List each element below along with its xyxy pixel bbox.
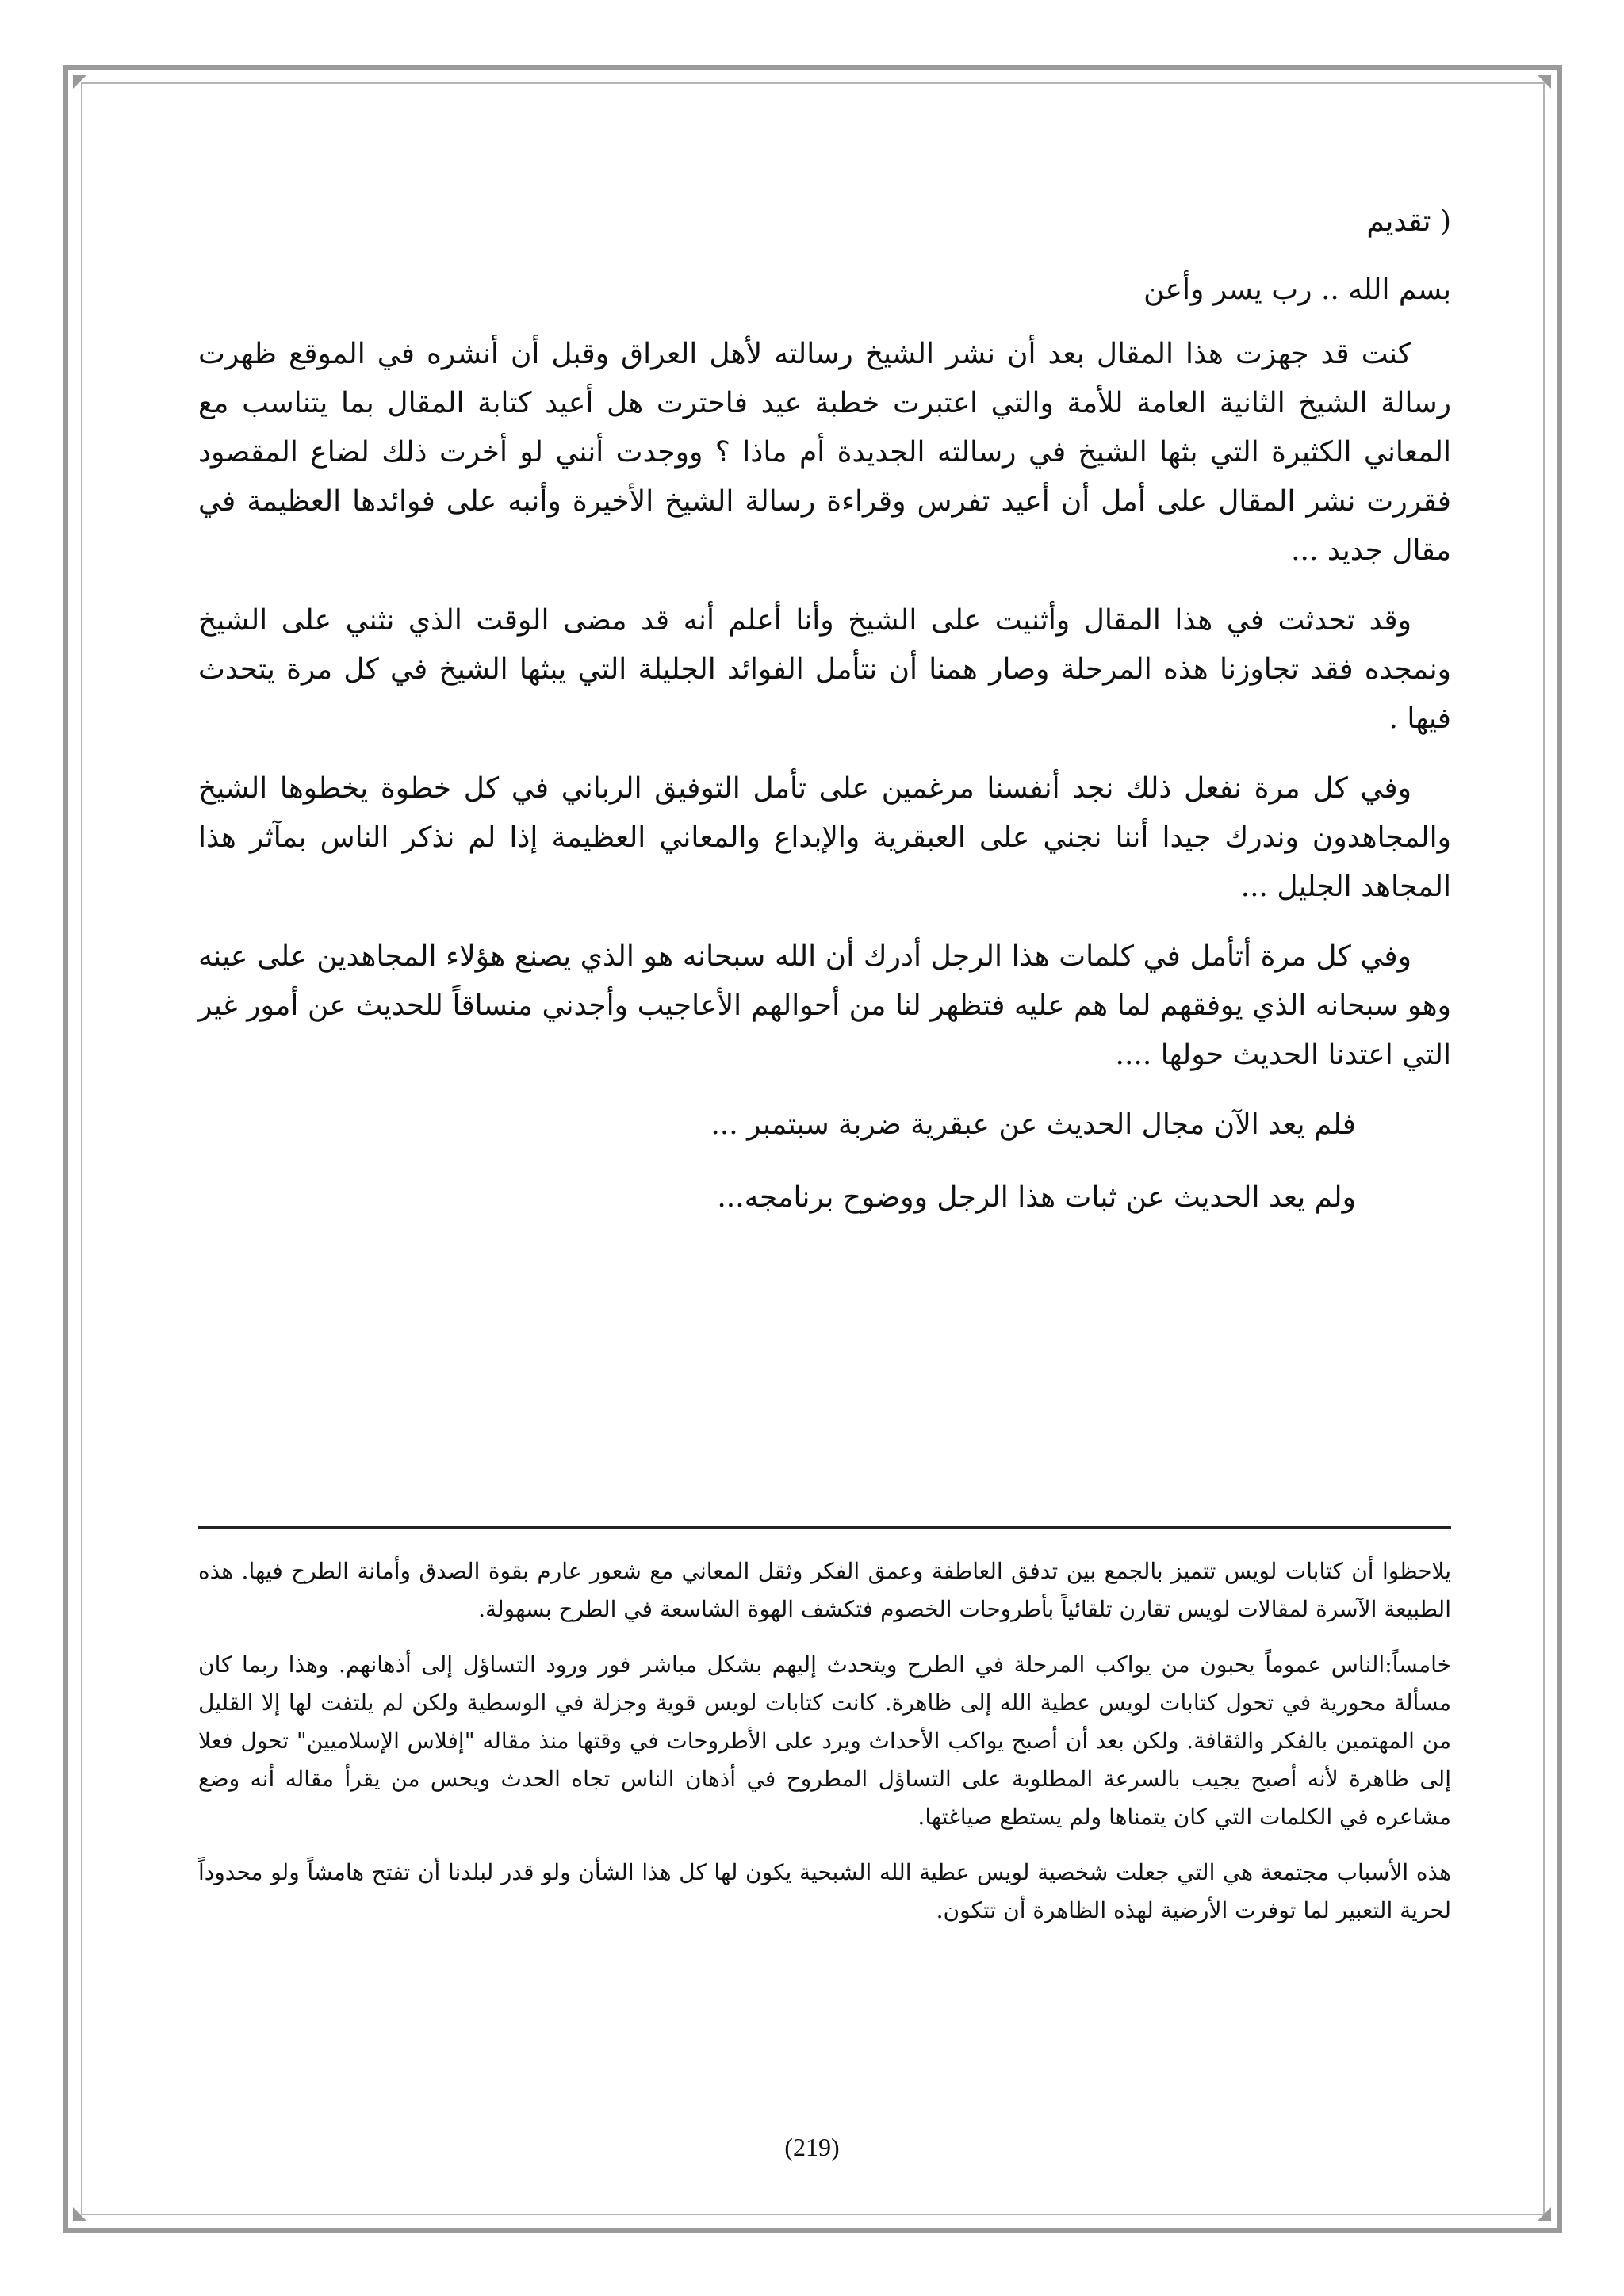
body-paragraph: وفي كل مرة أتأمل في كلمات هذا الرجل أدرك أن الله سبحانه هو الذي يصنع هؤلاء المجاهدين على عينه وهو سبحانه الذي يوفقهم لما هم عليه فتظهر لنا من أحوالهم الأعاجيب وأجدني منساقاً للحديث عن أمور غير التي اعتدنا الحديث حولها ....	[198, 940, 1451, 1071]
frame-corner-ornament	[1537, 2207, 1551, 2221]
body-short-line: فلم يعد الآن مجال الحديث عن عبقرية ضربة سبتمبر ...	[710, 1108, 1356, 1141]
page-number: (219)	[784, 2133, 840, 2161]
basmala-line: بسم الله .. رب يسر وأعن	[1143, 274, 1451, 306]
footnote-paragraph: هذه الأسباب مجتمعة هي التي جعلت شخصية لويس عطية الله الشبحية يكون لها كل هذا الشأن ولو قدر لبلدنا أن تفتح هامشاً ولو محدوداً لحرية التعبير لما توفرت الأرضية لهذه الظاهرة أن تتكون.	[198, 1859, 1451, 1923]
footnote-paragraph: يلاحظوا أن كتابات لويس تتميز بالجمع بين تدفق العاطفة وعمق الفكر وثقل المعاني مع شعور عارم بقوة الصدق وأمانة الطرح فيها. هذه الطبيعة الآسرة لمقالات لويس تقارن تلقائياً بأطروحات الخصوم فتكشف الهوة الشاسعة في الطرح بسهولة.	[198, 1558, 1451, 1622]
body-paragraph: وقد تحدثت في هذا المقال وأثنيت على الشيخ وأنا أعلم أنه قد مضى الوقت الذي نثني على الشيخ ونمجده فقد تجاوزنا هذه المرحلة وصار همنا أن نتأمل الفوائد الجليلة التي يبثها الشيخ في كل مرة يتحدث فيها .	[198, 604, 1451, 735]
section-heading: ( تقديم	[1366, 205, 1451, 238]
footnotes	[198, 1552, 1451, 1947]
footnote-separator	[198, 1526, 1451, 1529]
body-paragraph: كنت قد جهزت هذا المقال بعد أن نشر الشيخ رسالته لأهل العراق وقبل أن أنشره في الموقع ظهرت رسالة الشيخ الثانية العامة للأمة والتي اعتبرت خطبة عيد فاحترت هل أعيد كتابة المقال بما يتناسب مع المعاني الكثيرة التي بثها الشيخ في رسالته الجديدة أم ماذا ؟ ووجدت أنني لو أخرت ذلك لضاع المقصود فقررت نشر المقال على أمل أن أعيد تفرس وقراءة رسالة الشيخ الأخيرة وأنبه على فوائدها العظيمة في مقال جديد ...	[198, 338, 1452, 567]
body-paragraph: وفي كل مرة نفعل ذلك نجد أنفسنا مرغمين على تأمل التوفيق الرباني في كل خطوة يخطوها الشيخ والمجاهدون وندرك جيدا أننا نجني على العبقرية والإبداع والمعاني العظيمة إذا لم نذكر الناس بمآثر هذا المجاهد الجليل ...	[198, 772, 1451, 903]
frame-corner-ornament	[1537, 75, 1551, 89]
body-short-line: ولم يعد الحديث عن ثبات هذا الرجل ووضوح برنامجه...	[717, 1181, 1356, 1214]
frame-corner-ornament	[73, 75, 87, 89]
frame-corner-ornament	[73, 2207, 87, 2221]
main-text	[198, 198, 1451, 1246]
footnote-paragraph: خامساً:الناس عموماً يحبون من يواكب المرحلة في الطرح ويتحدث إليهم بشكل مباشر فور ورود التساؤل إلى أذهانهم. وهذا ربما كان مسألة محورية في تحول كتابات لويس عطية الله إلى ظاهرة. كانت كتابات لويس قوية وجزلة في الوسطية ولكن لم يلتفت لها إلا القليل من المهتمين بالفكر والثقافة. ولكن بعد أن أصبح يواكب الأحداث ويرد على الأطروحات في وقتها منذ مقاله "إفلاس الإسلاميين" تحول فعلا إلى ظاهرة لأنه أصبح يجيب بالسرعة المطلوبة على التساؤل المطروح في أذهان الناس تجاه الحدث ويحس من يقرأ مقاله أنه وضع مشاعره في الكلمات التي كان يتمناها ولم يستطع صياغتها.	[198, 1651, 1451, 1830]
